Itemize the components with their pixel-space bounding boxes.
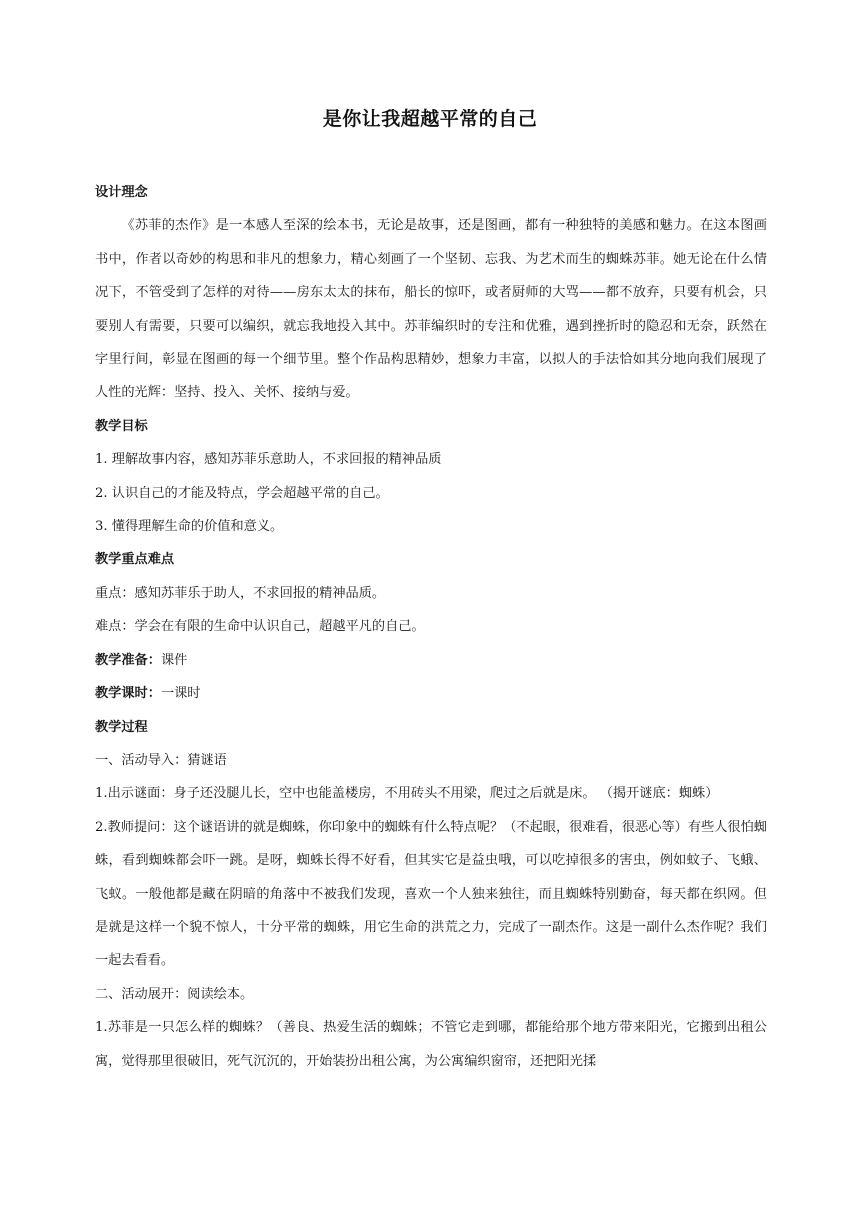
design-paragraph: 《苏菲的杰作》是一本感人至深的绘本书，无论是故事，还是图画，都有一种独特的美感和魅力。在这本图画书中，作者以奇妙的构思和非凡的想象力，精心刻画了一个坚韧、忘我、为艺术而生的蜘蛛苏菲。她无论在什么情况下，不管受到了怎样的对待——房东太太的抹布，船长的惊吓，或者厨师的大骂——都不放弃，只要有机会，只要别人有需要，只要可以编织，就忘我地投入其中。苏菲编织时的专注和优雅，遇到挫折时的隐忍和无奈，跃然在字里行间，彰显在图画的每一个细节里。整个作品构思精妙，想象力丰富，以拟人的手法恰如其分地向我们展现了人性的光辉：坚持、投入、关怀、接纳与爱。 (95, 218, 767, 401)
lesson-time-label: 教学课时： (95, 686, 161, 702)
step2-item: 1.苏菲是一只怎么样的蜘蛛？（善良、热爱生活的蜘蛛；不管它走到哪，都能给那个地方带来阳光，它搬到出租公寓，觉得那里很破旧，死气沉沉的，开始装扮出租公寓，为公寓编织窗帘，还把阳光揉 (95, 1020, 767, 1069)
design-heading: 设计理念 (95, 185, 148, 200)
preparation-line (95, 644, 767, 677)
document-title: 是你让我超越平常的自己 (322, 108, 538, 130)
lesson-time-line (95, 677, 767, 710)
goals-heading: 教学目标 (95, 418, 148, 434)
step2-title: 二、活动展开：阅读绘本。 (95, 986, 254, 1002)
key-point: 重点：感知苏菲乐于助人，不求回报的精神品质。 (95, 585, 386, 601)
difficult-point: 难点：学会在有限的生命中认识自己，超越平凡的自己。 (95, 619, 425, 635)
key-points-heading: 教学重点难点 (95, 552, 175, 568)
document-body (95, 176, 767, 1078)
preparation-value: 课件 (160, 652, 188, 668)
goal-item: 3. 懂得理解生命的价值和意义。 (95, 519, 284, 535)
step1-title: 一、活动导入：猜谜语 (95, 752, 227, 768)
preparation-label: 教学准备： (95, 652, 161, 668)
lesson-time-value: 一课时 (160, 686, 201, 702)
goal-item: 1. 理解故事内容，感知苏菲乐意助人，不求回报的精神品质 (95, 452, 442, 468)
goal-item: 2. 认识自己的才能及特点，学会超越平常的自己。 (95, 485, 389, 501)
step1-item: 2.教师提问：这个谜语讲的就是蜘蛛，你印象中的蜘蛛有什么特点呢？（不起眼，很难看，很恶心等）有些人很怕蜘蛛，看到蜘蛛都会吓一跳。是呀，蜘蛛长得不好看，但其实它是益虫哦，可以吃掉很多的害虫，例如蚊子、飞蛾、飞蚁。一般他都是藏在阴暗的角落中不被我们发现，喜欢一个人独来独往，而且蜘蛛特别勤奋，每天都在织网。但是就是这样一个貌不惊人，十分平常的蜘蛛，用它生命的洪荒之力，完成了一副杰作。这是一副什么杰作呢？我们一起去看看。 (95, 819, 767, 969)
process-heading: 教学过程 (95, 719, 148, 735)
step1-item: 1.出示谜面：身子还没腿儿长，空中也能盖楼房，不用砖头不用梁，爬过之后就是床。 （揭开谜底：蜘蛛） (95, 786, 719, 802)
